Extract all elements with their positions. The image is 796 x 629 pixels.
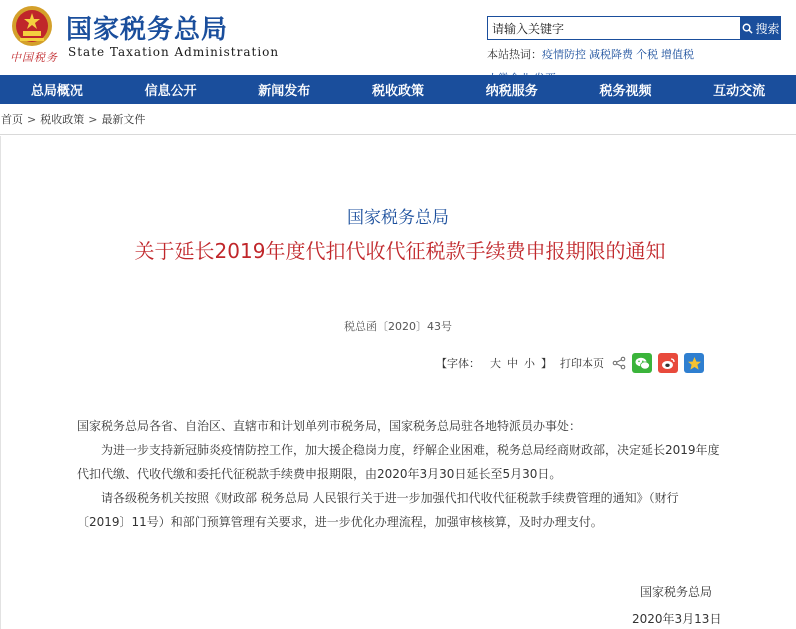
document-title: 关于延长2019年度代扣代收代征税款手续费申报期限的通知 — [134, 239, 666, 263]
nav-item-overview[interactable]: 总局概况 — [30, 84, 83, 99]
font-size-small[interactable]: 小 — [524, 357, 535, 370]
nav-item-news[interactable]: 新闻发布 — [258, 84, 311, 99]
hotword-link[interactable]: 个税 — [636, 48, 658, 61]
search-icon — [742, 23, 753, 34]
weibo-share-icon[interactable] — [658, 353, 678, 373]
breadcrumb-separator: > — [27, 112, 37, 126]
breadcrumb — [0, 104, 796, 135]
salutation-paragraph: 国家税务总局各省、自治区、直辖市和计划单列市税务局，国家税务总局驻各地特派员办事处： — [77, 419, 582, 433]
font-size-large[interactable]: 大 — [490, 357, 501, 370]
hotword-link[interactable]: 减税降费 — [589, 48, 633, 61]
font-size-medium[interactable]: 中 — [507, 357, 518, 370]
site-title[interactable]: 国家税务总局 — [66, 15, 229, 45]
breadcrumb-tax-policy[interactable]: 税收政策 — [40, 113, 85, 126]
font-size-close: 】 — [541, 357, 552, 370]
main-nav — [0, 75, 796, 104]
search-input[interactable] — [487, 16, 741, 40]
site-header — [0, 0, 796, 74]
breadcrumb-latest-files[interactable]: 最新文件 — [101, 113, 146, 126]
hotword-link[interactable]: 疫情防控 — [542, 48, 586, 61]
document-issuer: 国家税务总局 — [347, 208, 449, 228]
hotwords-label: 本站热词： — [487, 48, 542, 61]
national-emblem-icon — [8, 4, 56, 48]
nav-item-tax-video[interactable]: 税务视频 — [599, 84, 652, 99]
nav-item-interaction[interactable]: 互动交流 — [713, 84, 766, 99]
favorite-star-icon[interactable] — [684, 353, 704, 373]
hotword-link[interactable]: 增值税 — [661, 48, 694, 61]
signature-date: 2020年3月13日 — [632, 612, 722, 626]
search-button-label: 搜索 — [755, 21, 780, 36]
document-body — [77, 414, 725, 534]
nav-item-tax-service[interactable]: 纳税服务 — [485, 84, 538, 99]
article-tools — [436, 350, 710, 376]
body-paragraph: 请各级税务机关按照《财政部 税务总局 人民银行关于进一步加强代扣代收代征税款手续费管理的通知》（财行〔2019〕11号）和部门预算管理有关要求，进一步优化办理流程，加强审核核算，及时办理支付。 — [77, 491, 679, 529]
body-paragraph: 为进一步支持新冠肺炎疫情防控工作，加大援企稳岗力度，纾解企业困难，税务总局经商财政部，决定延长2019年度代扣代缴、代收代缴和委托代征税款手续费申报期限，由2020年3月30日延长至5月30日。 — [77, 443, 720, 481]
print-page-link[interactable]: 打印本页 — [560, 357, 604, 370]
signature-organization: 国家税务总局 — [640, 585, 713, 599]
wechat-share-icon[interactable] — [632, 353, 652, 373]
search-button[interactable] — [741, 16, 781, 40]
document-number: 税总函〔2020〕43号 — [344, 320, 452, 333]
breadcrumb-home[interactable]: 首页 — [1, 113, 23, 126]
site-title-english: State Taxation Administration — [68, 45, 280, 59]
breadcrumb-separator: > — [88, 112, 98, 126]
font-size-label: 【字体： — [436, 357, 480, 370]
nav-item-tax-policy[interactable]: 税收政策 — [372, 84, 425, 99]
emblem-caption: 中国税务 — [10, 51, 58, 64]
share-icon[interactable] — [612, 356, 626, 370]
nav-item-info-disclosure[interactable]: 信息公开 — [144, 84, 197, 99]
